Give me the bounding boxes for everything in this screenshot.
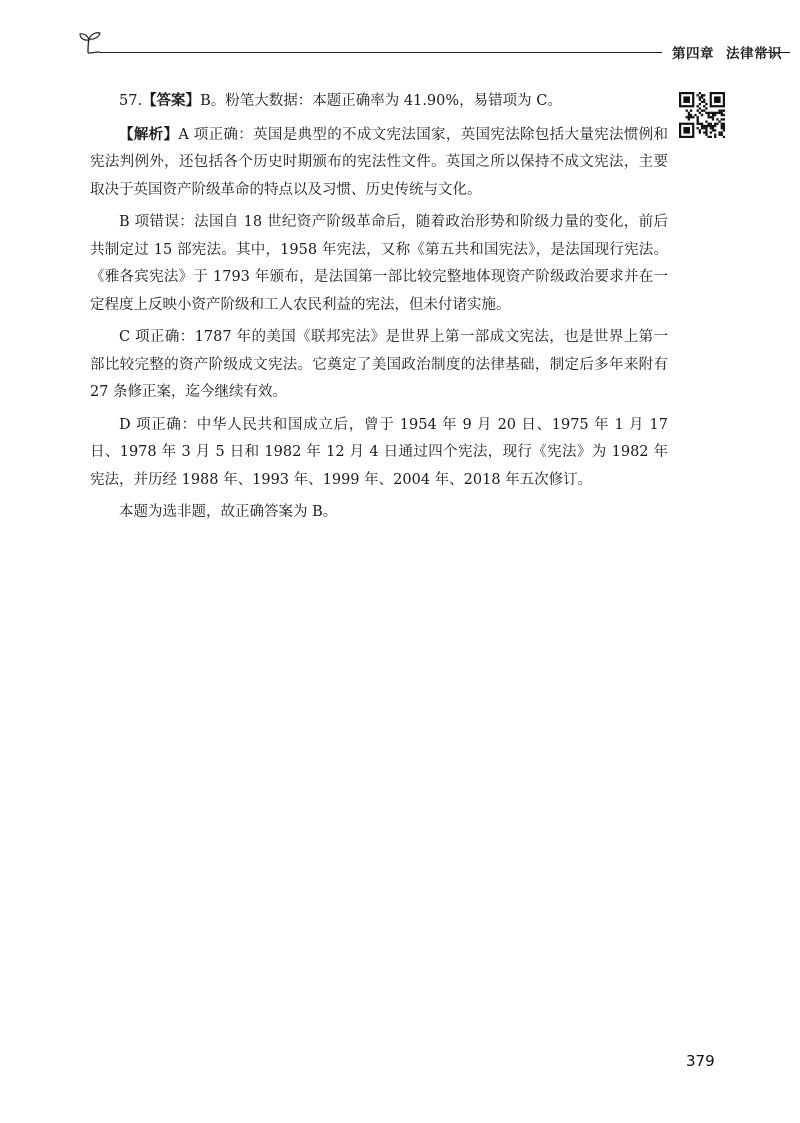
- option-a-explanation: A 项正确：英国是典型的不成文宪法国家，英国宪法除包括大量宪法惯例和宪法判例外，还包括各个历史时期颁布的宪法性文件。英国之所以保持不成文宪法，主要取决于英国资产阶级革命的特点以及习惯、历史传统与文化。: [90, 126, 669, 198]
- answer-line: [90, 88, 668, 116]
- qr-code-icon[interactable]: [679, 92, 725, 138]
- header-rule-right: [756, 52, 790, 53]
- conclusion: 本题为选非题，故正确答案为 B。: [119, 504, 338, 520]
- chapter-section: 法律常识: [726, 46, 782, 62]
- answer-analysis: [90, 88, 668, 532]
- header-rule-left: [100, 52, 662, 53]
- chapter-number: 第四章: [672, 46, 714, 62]
- option-b-explanation: B 项错误：法国自 18 世纪资产阶级革命后，随着政治形势和阶级力量的变化，前后共制定过 15 部宪法。其中，1958 年宪法，又称《第五共和国宪法》，是法国现行宪法。《雅各宾宪法》于 1793 年颁布，是法国第一部比较完整地体现资产阶级政治要求并在一定程度上反映小资产阶级和工人农民利益的宪法，但未付诸实施。: [90, 214, 668, 313]
- analysis-paragraph-a: [90, 122, 668, 205]
- option-d-explanation: D 项正确：中华人民共和国成立后，曾于 1954 年 9 月 20 日、1975 年 1 月 17 日、1978 年 3 月 5 日和 1982 年 12 月 4 日通过四个宪法，现行《宪法》为 1982 年宪法，并历经 1988 年、1993 年、1999 年、2004 年、2018 年五次修订。: [90, 416, 668, 488]
- option-c-explanation: C 项正确：1787 年的美国《联邦宪法》是世界上第一部成文宪法，也是世界上第一部比较完整的资产阶级成文宪法。它奠定了美国政治制度的法律基础，制定后多年来附有 27 条修正案，迄今继续有效。: [90, 329, 668, 400]
- page-number: 379: [686, 1052, 715, 1070]
- answer-text: B。粉笔大数据：本题正确率为 41.90%，易错项为 C。: [200, 93, 562, 109]
- analysis-tag: 【解析】: [119, 126, 179, 143]
- question-number: 57.: [119, 93, 143, 109]
- page-header: [78, 30, 790, 64]
- answer-tag: 【答案】: [142, 93, 201, 109]
